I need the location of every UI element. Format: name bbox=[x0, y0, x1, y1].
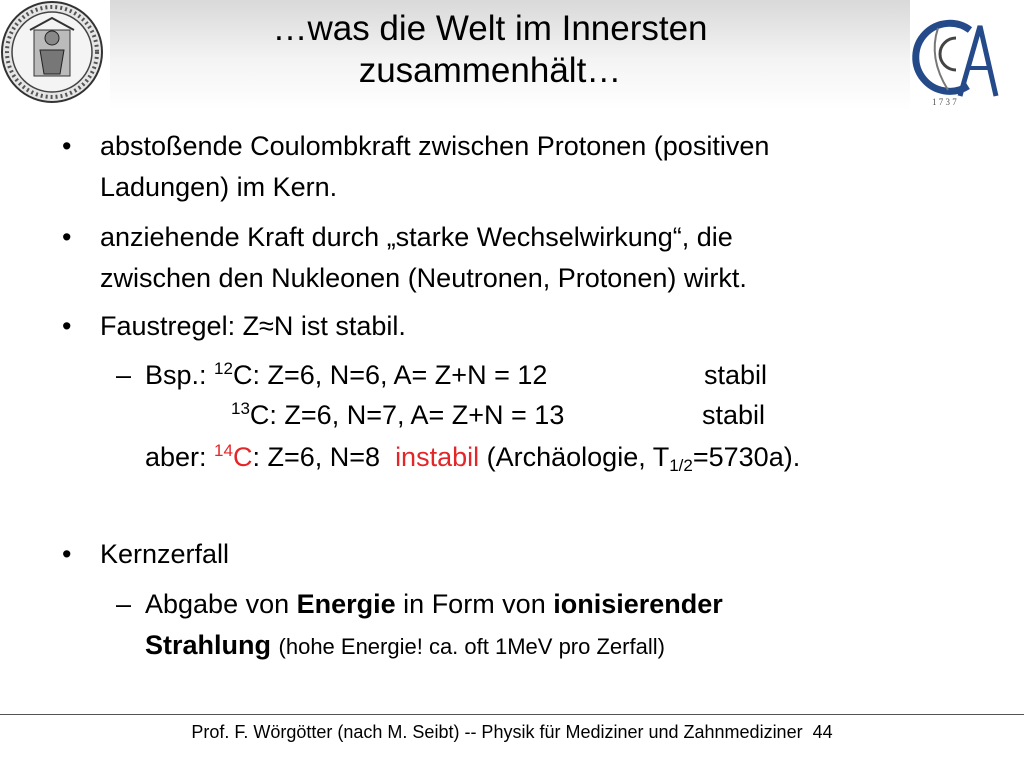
page-number: 44 bbox=[812, 722, 833, 742]
decay-sub-line-1 bbox=[145, 584, 723, 625]
title-line-2: zusammenhält… bbox=[358, 51, 622, 90]
title-line-1: …was die Welt im Innersten bbox=[272, 9, 708, 48]
example-row-1-text: C: Z=6, N=6, A= Z+N = 12 bbox=[232, 360, 548, 390]
sub-bullet-marker: – bbox=[116, 360, 132, 390]
example-row-1 bbox=[145, 355, 547, 396]
footer-text: Prof. F. Wörgötter (nach M. Seibt) -- Physik für Mediziner und Zahnmediziner bbox=[191, 722, 803, 742]
decay-text-ionisierender: ionisierender bbox=[553, 589, 723, 619]
decay-text-note: (hohe Energie! ca. oft 1MeV pro Zerfall) bbox=[278, 634, 665, 659]
bullet-1-cont: Ladungen) im Kern. bbox=[100, 172, 338, 202]
example-row-3-text: : Z=6, N=8 bbox=[252, 442, 381, 472]
example-row-2-text: C: Z=6, N=7, A= Z+N = 13 bbox=[249, 400, 565, 430]
element-c14: C bbox=[232, 442, 253, 472]
aber-prefix: aber: bbox=[145, 442, 215, 472]
decay-text-a: Abgabe von bbox=[145, 589, 297, 619]
half-life-subscript: 1/2 bbox=[669, 456, 693, 475]
example-row-3 bbox=[145, 437, 800, 478]
bullet-marker: • bbox=[62, 222, 72, 252]
mass-number-13: 13 bbox=[231, 399, 250, 418]
mass-number-12: 12 bbox=[214, 359, 233, 378]
decay-sub-line-2 bbox=[145, 625, 665, 667]
bullet-2-text: anziehende Kraft durch „starke Wechselwirkung“, die bbox=[100, 222, 733, 252]
instabil-label: instabil bbox=[395, 442, 480, 472]
example-row-2 bbox=[231, 395, 564, 436]
decay-text-c: in Form von bbox=[395, 589, 554, 619]
mass-number-14: 14 bbox=[214, 441, 233, 460]
footer-divider bbox=[0, 714, 1024, 715]
example-row-2-status: stabil bbox=[702, 400, 766, 430]
logo-year: 1 7 3 7 bbox=[932, 97, 957, 107]
bullet-1-text: abstoßende Coulombkraft zwischen Protonen (positiven bbox=[100, 131, 770, 161]
bullet-2-cont: zwischen den Nukleonen (Neutronen, Protonen) wirkt. bbox=[100, 263, 747, 293]
half-life-value: =5730a). bbox=[692, 442, 801, 472]
sub-bullet-marker: – bbox=[116, 589, 132, 619]
bullet-3-text: Faustregel: Z≈N ist stabil. bbox=[100, 311, 406, 341]
bullet-marker: • bbox=[62, 311, 72, 341]
bullet-marker: • bbox=[62, 131, 72, 161]
archaeology-note: (Archäologie, T bbox=[486, 442, 670, 472]
decay-text-energie: Energie bbox=[296, 589, 396, 619]
bullet-marker: • bbox=[62, 539, 72, 569]
bullet-kernzerfall: Kernzerfall bbox=[100, 539, 230, 569]
example-row-1-status: stabil bbox=[704, 360, 768, 390]
slide-footer bbox=[0, 722, 1024, 743]
example-prefix: Bsp.: bbox=[145, 360, 215, 390]
decay-text-strahlung: Strahlung bbox=[145, 630, 271, 660]
